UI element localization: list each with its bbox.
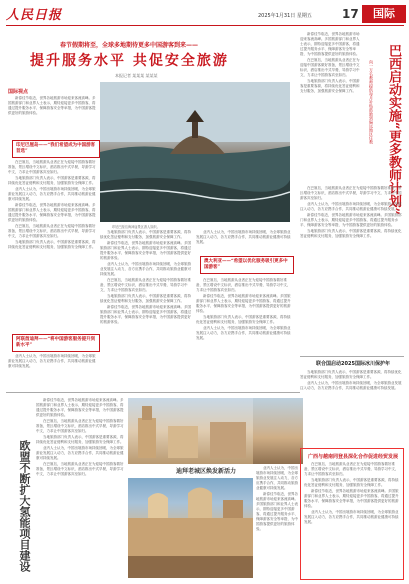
newspaper-logo: 人民日报 xyxy=(6,8,63,23)
masthead-divider xyxy=(6,25,404,26)
divider xyxy=(6,392,300,393)
dubai-caption: 迪拜老城区焕发新活力 xyxy=(176,468,237,475)
guangxi-body: 在巴厘岛，当地旅游从业者正在为迎接中国游客做好准备，景区增设中文标识，酒店推出中式早餐，导游学习中文，力求让中国游客宾至如归。 当地旅游部门负责人表示，中国游客是重要客源，将持续优化签证便利和支付服务，加强旅游安全保障工作。 新春佳节临近，世界各地旅游市场迎来客流高峰。多国旅游部门和业界人士表示，期待迎接更多中国游客，将通过提升服务水平、保障游客安全等举措，为中国游客提供更好的旅游体验。 业内人士认为，中国出境游市场持续回暖，为全球旅游业发展注入动力，各方应携手合作，共同推动旅游业健康可持续发展。 xyxy=(304,462,399,524)
glacier-body: 当地旅游部门负责人表示，中国游客是重要客源，将持续优化签证便利和支付服务，加强旅游安全保障工作。 业内人士认为，中国出境游市场持续回暖，为全球旅游业发展注入动力，各方应携手合作，共同推动旅游业健康可持续发展。 xyxy=(300,370,402,390)
lead-column-4: 新春佳节临近，世界各地旅游市场迎来客流高峰。多国旅游部门和业界人士表示，期待迎接更多中国游客，将通过提升服务水平、保障游客安全等举措，为中国游客提供更好的旅游体验。 在巴厘岛，当地旅游从业者正在为迎接中国游客做好准备，景区增设中文标识，酒店推出中式早餐，导游学习中文，力求让中国游客宾至如归。 当地旅游部门负责人表示，中国游客是重要客源，将持续优化签证便利和支付服务，加强旅游安全保障工作。 xyxy=(300,32,360,93)
bali-temple-photo xyxy=(100,82,290,222)
brazil-headline: 巴西启动实施“更多教师计划” xyxy=(386,44,401,215)
dubai-photo-lower xyxy=(128,478,253,578)
glacier-headline: 联合国启动2025国际冰川保护年 xyxy=(316,361,390,367)
dubai-photo-right xyxy=(253,398,303,464)
eu-headline: 欧盟不断扩大氢能项目建设 xyxy=(18,440,31,572)
section-badge: 国际 xyxy=(362,5,406,23)
eu-body: 新春佳节临近，世界各地旅游市场迎来客流高峰。多国旅游部门和业界人士表示，期待迎接更多中国游客，将通过提升服务水平、保障游客安全等举措，为中国游客提供更好的旅游体验。 在巴厘岛，当地旅游从业者正在为迎接中国游客做好准备，景区增设中文标识，酒店推出中式早餐，导游学习中文，力求让中国游客宾至如归。 当地旅游部门负责人表示，中国游客是重要客源，将持续优化签证便利和支付服务，加强旅游安全保障工作。 业内人士认为，中国出境游市场持续回暖，为全球旅游业发展注入动力，各方应携手合作，共同推动旅游业健康可持续发展。 在巴厘岛，当地旅游从业者正在为迎接中国游客做好准备，景区增设中文标识，酒店推出中式早餐，导游学习中文，力求让中国游客宾至如归。 xyxy=(36,398,124,476)
section-tag: 国际视点 xyxy=(8,89,29,95)
lead-column-3: 在巴厘岛，当地旅游从业者正在为迎接中国游客做好准备，景区增设中文标识，酒店推出中式早餐，导游学习中文，力求让中国游客宾至如归。 新春佳节临近，世界各地旅游市场迎来客流高峰。多国旅游部门和业界人士表示，期待迎接更多中国游客，将通过提升服务水平、保障游客安全等举措，为中国游客提供更好的旅游体验。 当地旅游部门负责人表示，中国游客是重要客源，将持续优化签证便利和支付服务，加强旅游安全保障工作。 业内人士认为，中国出境游市场持续回暖，为全球旅游业发展注入动力，各方应携手合作，共同推动旅游业健康可持续发展。 xyxy=(196,278,291,340)
divider xyxy=(300,356,404,357)
lead-kicker: 春节假期将至，全球多地期待更多中国游客到来—— xyxy=(60,42,199,49)
lead-headline: 提升服务水平 共促安全旅游 xyxy=(30,53,229,69)
subhead-australia: 澳大利亚——“希望以优化服务吸引更多中国游客” xyxy=(200,256,294,274)
page-number: 17 xyxy=(342,7,359,21)
issue-date: 2025年1月31日 星期五 xyxy=(258,13,312,19)
brazil-subtitle: 向一万名教师提供每月补贴鼓励到偏远地区任教 xyxy=(369,60,374,144)
temple-caption: 印尼巴厘岛海神庙景区游人如织。 xyxy=(112,225,160,229)
dubai-photo-top xyxy=(128,398,253,464)
guangxi-headline: 广西与越南同登县深化合作促进经贸发展 xyxy=(307,454,398,460)
lead-byline: 本报记者 某某某 某某某 xyxy=(115,73,158,78)
lead-column-1: 在巴厘岛，当地旅游从业者正在为迎接中国游客做好准备，景区增设中文标识，酒店推出中式早餐，导游学习中文，力求让中国游客宾至如归。 当地旅游部门负责人表示，中国游客是重要客源，将持续优化签证便利和支付服务，加强旅游安全保障工作。 业内人士认为，中国出境游市场持续回暖，为全球旅游业发展注入动力，各方应携手合作，共同推动旅游业健康可持续发展。 新春佳节临近，世界各地旅游市场迎来客流高峰。多国旅游部门和业界人士表示，期待迎接更多中国游客，将通过提升服务水平、保障游客安全等举措，为中国游客提供更好的旅游体验。 在巴厘岛，当地旅游从业者正在为迎接中国游客做好准备，景区增设中文标识，酒店推出中式早餐，导游学习中文，力求让中国游客宾至如归。 当地旅游部门负责人表示，中国游客是重要客源，将持续优化签证便利和支付服务，加强旅游安全保障工作。 xyxy=(8,160,96,249)
dubai-body: 业内人士认为，中国出境游市场持续回暖，为全球旅游业发展注入动力，各方应携手合作，共同推动旅游业健康可持续发展。 新春佳节临近，世界各地旅游市场迎来客流高峰。多国旅游部门和业界人士表示，期待迎接更多中国游客，将通过提升服务水平、保障游客安全等举措，为中国游客提供更好的旅游体验。 xyxy=(256,466,298,531)
lead-column-1b: 业内人士认为，中国出境游市场持续回暖，为全球旅游业发展注入动力，各方应携手合作，共同推动旅游业健康可持续发展。 xyxy=(8,354,96,368)
brazil-body: 在巴厘岛，当地旅游从业者正在为迎接中国游客做好准备，景区增设中文标识，酒店推出中式早餐，导游学习中文，力求让中国游客宾至如归。 业内人士认为，中国出境游市场持续回暖，为全球旅游业发展注入动力，各方应携手合作，共同推动旅游业健康可持续发展。 新春佳节临近，世界各地旅游市场迎来客流高峰。多国旅游部门和业界人士表示，期待迎接更多中国游客，将通过提升服务水平、保障游客安全等举措，为中国游客提供更好的旅游体验。 当地旅游部门负责人表示，中国游客是重要客源，将持续优化签证便利和支付服务，加强旅游安全保障工作。 xyxy=(300,186,402,238)
subhead-dubai: 阿联酋迪拜——“将中国游客服务提升到新水平” xyxy=(12,334,100,352)
subhead-bali: 印尼巴厘岛——“我们希望成为中国游客首选” xyxy=(12,140,100,158)
lead-column-2: 当地旅游部门负责人表示，中国游客是重要客源，将持续优化签证便利和支付服务，加强旅游安全保障工作。 新春佳节临近，世界各地旅游市场迎来客流高峰。多国旅游部门和业界人士表示，期待迎接更多中国游客，将通过提升服务水平、保障游客安全等举措，为中国游客提供更好的旅游体验。 业内人士认为，中国出境游市场持续回暖，为全球旅游业发展注入动力，各方应携手合作，共同推动旅游业健康可持续发展。 在巴厘岛，当地旅游从业者正在为迎接中国游客做好准备，景区增设中文标识，酒店推出中式早餐，导游学习中文，力求让中国游客宾至如归。 当地旅游部门负责人表示，中国游客是重要客源，将持续优化签证便利和支付服务，加强旅游安全保障工作。 新春佳节临近，世界各地旅游市场迎来客流高峰。多国旅游部门和业界人士表示，期待迎接更多中国游客，将通过提升服务水平、保障游客安全等举措，为中国游客提供更好的旅游体验。 xyxy=(100,230,191,324)
temple-illustration xyxy=(100,82,290,222)
lead-intro-text: 新春佳节临近，世界各地旅游市场迎来客流高峰。多国旅游部门和业界人士表示，期待迎接更多中国游客，将通过提升服务水平、保障游客安全等举措，为中国游客提供更好的旅游体验。 xyxy=(8,96,96,115)
lead-column-3a: 业内人士认为，中国出境游市场持续回暖，为全球旅游业发展注入动力，各方应携手合作，共同推动旅游业健康可持续发展。 xyxy=(196,230,291,244)
